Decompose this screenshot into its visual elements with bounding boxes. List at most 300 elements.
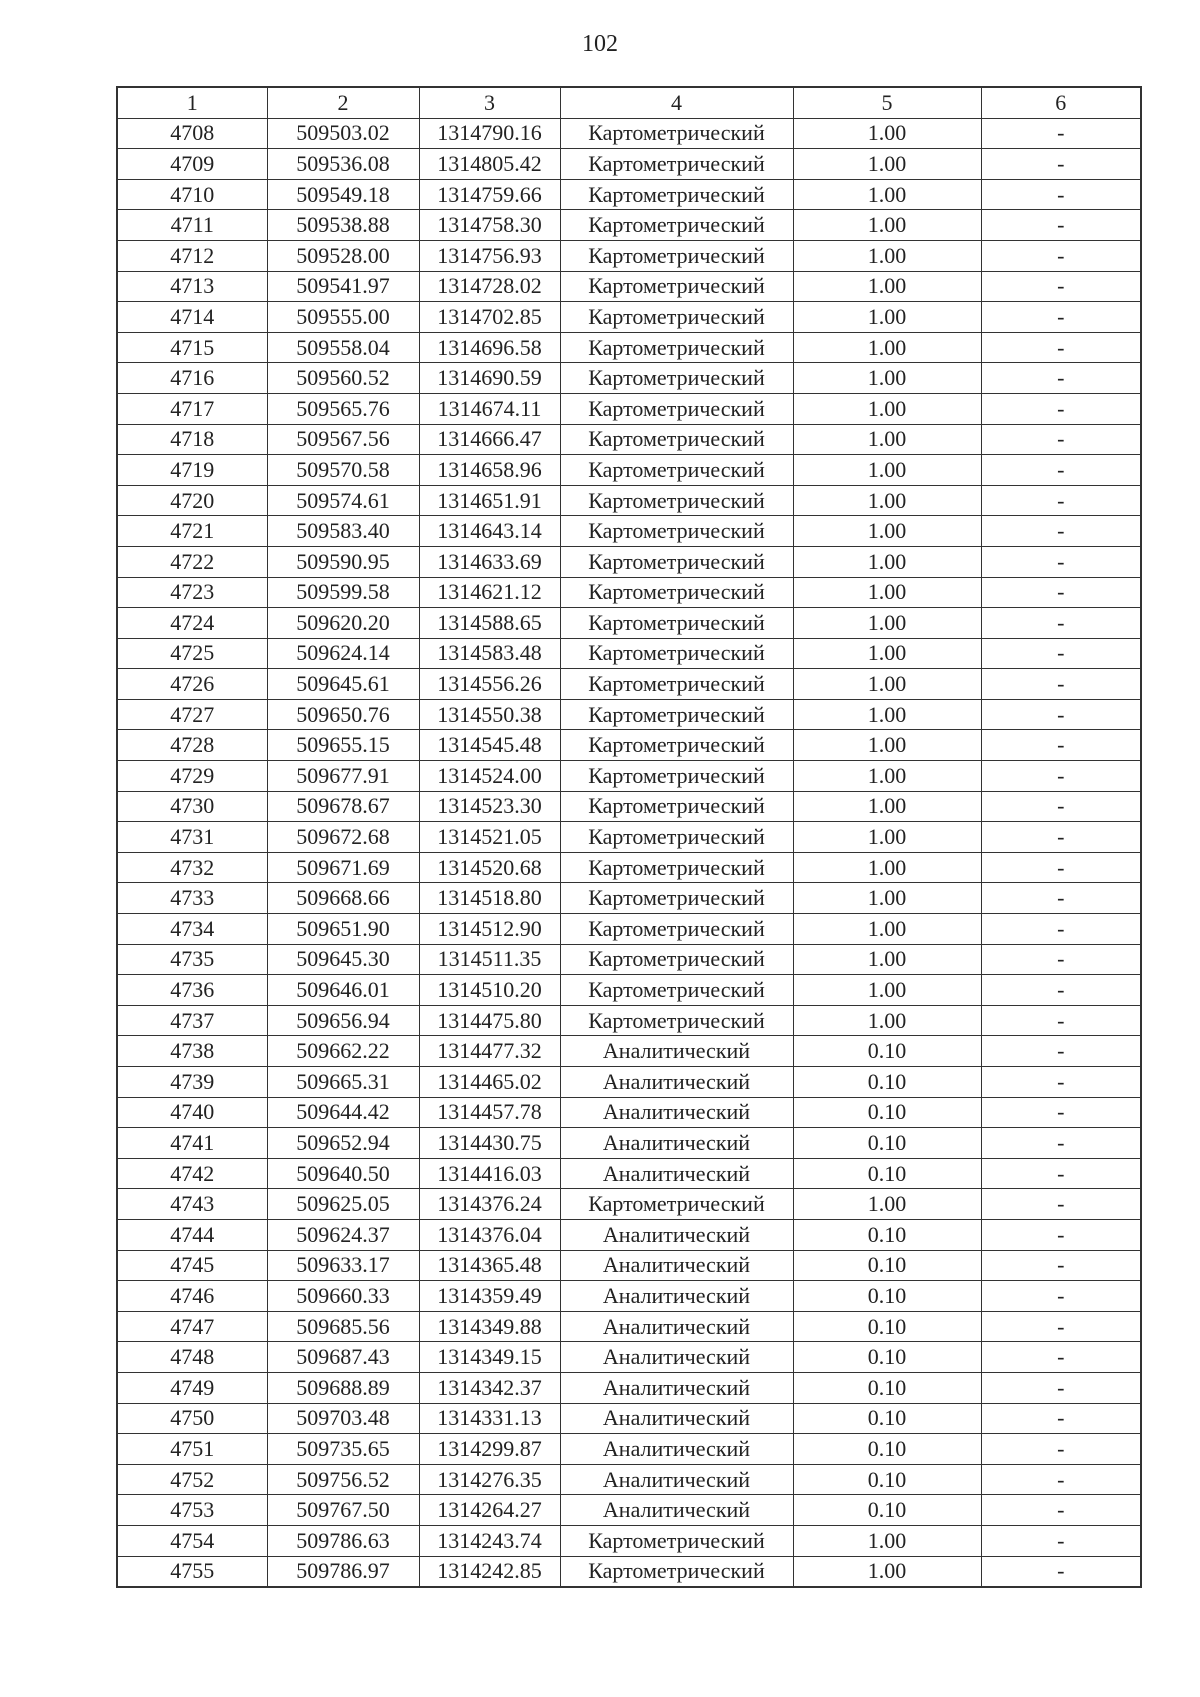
table-row bbox=[117, 179, 1141, 210]
method-cell: Аналитический bbox=[560, 1250, 793, 1281]
method-cell: Картометрический bbox=[560, 302, 793, 333]
y-coordinate-cell: 1314759.66 bbox=[419, 179, 560, 210]
x-coordinate-cell: 509660.33 bbox=[267, 1281, 419, 1312]
y-coordinate-cell: 1314457.78 bbox=[419, 1097, 560, 1128]
y-coordinate-cell: 1314477.32 bbox=[419, 1036, 560, 1067]
point-number-cell: 4715 bbox=[117, 332, 267, 363]
method-cell: Аналитический bbox=[560, 1097, 793, 1128]
point-number-cell: 4725 bbox=[117, 638, 267, 669]
note-cell: - bbox=[981, 975, 1141, 1006]
table-row bbox=[117, 271, 1141, 302]
note-cell: - bbox=[981, 1097, 1141, 1128]
x-coordinate-cell: 509536.08 bbox=[267, 149, 419, 180]
note-cell: - bbox=[981, 271, 1141, 302]
y-coordinate-cell: 1314524.00 bbox=[419, 761, 560, 792]
table-row bbox=[117, 822, 1141, 853]
x-coordinate-cell: 509678.67 bbox=[267, 791, 419, 822]
point-number-cell: 4731 bbox=[117, 822, 267, 853]
note-cell: - bbox=[981, 669, 1141, 700]
point-number-cell: 4748 bbox=[117, 1342, 267, 1373]
y-coordinate-cell: 1314756.93 bbox=[419, 240, 560, 271]
x-coordinate-cell: 509672.68 bbox=[267, 822, 419, 853]
accuracy-cell: 1.00 bbox=[793, 546, 981, 577]
table-row bbox=[117, 1556, 1141, 1587]
point-number-cell: 4709 bbox=[117, 149, 267, 180]
point-number-cell: 4733 bbox=[117, 883, 267, 914]
method-cell: Картометрический bbox=[560, 791, 793, 822]
accuracy-cell: 1.00 bbox=[793, 118, 981, 149]
x-coordinate-cell: 509650.76 bbox=[267, 699, 419, 730]
accuracy-cell: 0.10 bbox=[793, 1342, 981, 1373]
x-coordinate-cell: 509786.63 bbox=[267, 1525, 419, 1556]
table-row bbox=[117, 1311, 1141, 1342]
note-cell: - bbox=[981, 1158, 1141, 1189]
point-number-cell: 4732 bbox=[117, 852, 267, 883]
note-cell: - bbox=[981, 1219, 1141, 1250]
note-cell: - bbox=[981, 1434, 1141, 1465]
method-cell: Картометрический bbox=[560, 975, 793, 1006]
column-header: 3 bbox=[419, 87, 560, 118]
x-coordinate-cell: 509528.00 bbox=[267, 240, 419, 271]
table-row bbox=[117, 1219, 1141, 1250]
accuracy-cell: 1.00 bbox=[793, 271, 981, 302]
note-cell: - bbox=[981, 638, 1141, 669]
method-cell: Аналитический bbox=[560, 1036, 793, 1067]
accuracy-cell: 1.00 bbox=[793, 455, 981, 486]
point-number-cell: 4729 bbox=[117, 761, 267, 792]
method-cell: Картометрический bbox=[560, 393, 793, 424]
method-cell: Аналитический bbox=[560, 1372, 793, 1403]
accuracy-cell: 0.10 bbox=[793, 1311, 981, 1342]
method-cell: Аналитический bbox=[560, 1128, 793, 1159]
method-cell: Картометрический bbox=[560, 822, 793, 853]
x-coordinate-cell: 509668.66 bbox=[267, 883, 419, 914]
point-number-cell: 4751 bbox=[117, 1434, 267, 1465]
table-row bbox=[117, 944, 1141, 975]
y-coordinate-cell: 1314349.15 bbox=[419, 1342, 560, 1373]
table-row bbox=[117, 516, 1141, 547]
page-number: 102 bbox=[582, 31, 618, 57]
method-cell: Картометрический bbox=[560, 1525, 793, 1556]
note-cell: - bbox=[981, 1128, 1141, 1159]
column-header: 1 bbox=[117, 87, 267, 118]
note-cell: - bbox=[981, 1464, 1141, 1495]
table-row bbox=[117, 149, 1141, 180]
column-header: 6 bbox=[981, 87, 1141, 118]
accuracy-cell: 1.00 bbox=[793, 424, 981, 455]
point-number-cell: 4719 bbox=[117, 455, 267, 486]
note-cell: - bbox=[981, 516, 1141, 547]
point-number-cell: 4737 bbox=[117, 1005, 267, 1036]
method-cell: Картометрический bbox=[560, 1556, 793, 1587]
point-number-cell: 4710 bbox=[117, 179, 267, 210]
accuracy-cell: 1.00 bbox=[793, 332, 981, 363]
point-number-cell: 4728 bbox=[117, 730, 267, 761]
method-cell: Картометрический bbox=[560, 1005, 793, 1036]
x-coordinate-cell: 509560.52 bbox=[267, 363, 419, 394]
method-cell: Аналитический bbox=[560, 1495, 793, 1526]
table-row bbox=[117, 1036, 1141, 1067]
accuracy-cell: 1.00 bbox=[793, 761, 981, 792]
table-row bbox=[117, 1005, 1141, 1036]
point-number-cell: 4724 bbox=[117, 608, 267, 639]
y-coordinate-cell: 1314276.35 bbox=[419, 1464, 560, 1495]
y-coordinate-cell: 1314633.69 bbox=[419, 546, 560, 577]
x-coordinate-cell: 509538.88 bbox=[267, 210, 419, 241]
point-number-cell: 4753 bbox=[117, 1495, 267, 1526]
note-cell: - bbox=[981, 761, 1141, 792]
y-coordinate-cell: 1314651.91 bbox=[419, 485, 560, 516]
method-cell: Картометрический bbox=[560, 485, 793, 516]
table-row bbox=[117, 393, 1141, 424]
method-cell: Аналитический bbox=[560, 1219, 793, 1250]
accuracy-cell: 0.10 bbox=[793, 1464, 981, 1495]
x-coordinate-cell: 509651.90 bbox=[267, 914, 419, 945]
accuracy-cell: 1.00 bbox=[793, 730, 981, 761]
note-cell: - bbox=[981, 1403, 1141, 1434]
point-number-cell: 4743 bbox=[117, 1189, 267, 1220]
accuracy-cell: 1.00 bbox=[793, 669, 981, 700]
x-coordinate-cell: 509565.76 bbox=[267, 393, 419, 424]
table-row bbox=[117, 577, 1141, 608]
y-coordinate-cell: 1314376.24 bbox=[419, 1189, 560, 1220]
note-cell: - bbox=[981, 1189, 1141, 1220]
table-row bbox=[117, 1281, 1141, 1312]
method-cell: Картометрический bbox=[560, 730, 793, 761]
table-row bbox=[117, 1403, 1141, 1434]
table-row bbox=[117, 699, 1141, 730]
note-cell: - bbox=[981, 393, 1141, 424]
note-cell: - bbox=[981, 210, 1141, 241]
point-number-cell: 4720 bbox=[117, 485, 267, 516]
x-coordinate-cell: 509665.31 bbox=[267, 1067, 419, 1098]
note-cell: - bbox=[981, 179, 1141, 210]
method-cell: Картометрический bbox=[560, 118, 793, 149]
note-cell: - bbox=[981, 1005, 1141, 1036]
x-coordinate-cell: 509625.05 bbox=[267, 1189, 419, 1220]
x-coordinate-cell: 509590.95 bbox=[267, 546, 419, 577]
accuracy-cell: 0.10 bbox=[793, 1097, 981, 1128]
method-cell: Картометрический bbox=[560, 577, 793, 608]
note-cell: - bbox=[981, 699, 1141, 730]
point-number-cell: 4727 bbox=[117, 699, 267, 730]
x-coordinate-cell: 509703.48 bbox=[267, 1403, 419, 1434]
note-cell: - bbox=[981, 852, 1141, 883]
point-number-cell: 4749 bbox=[117, 1372, 267, 1403]
accuracy-cell: 1.00 bbox=[793, 302, 981, 333]
note-cell: - bbox=[981, 149, 1141, 180]
x-coordinate-cell: 509570.58 bbox=[267, 455, 419, 486]
point-number-cell: 4711 bbox=[117, 210, 267, 241]
x-coordinate-cell: 509687.43 bbox=[267, 1342, 419, 1373]
point-number-cell: 4734 bbox=[117, 914, 267, 945]
x-coordinate-cell: 509662.22 bbox=[267, 1036, 419, 1067]
x-coordinate-cell: 509633.17 bbox=[267, 1250, 419, 1281]
x-coordinate-cell: 509645.30 bbox=[267, 944, 419, 975]
note-cell: - bbox=[981, 822, 1141, 853]
note-cell: - bbox=[981, 1311, 1141, 1342]
y-coordinate-cell: 1314518.80 bbox=[419, 883, 560, 914]
y-coordinate-cell: 1314331.13 bbox=[419, 1403, 560, 1434]
x-coordinate-cell: 509735.65 bbox=[267, 1434, 419, 1465]
table-row bbox=[117, 1128, 1141, 1159]
point-number-cell: 4742 bbox=[117, 1158, 267, 1189]
method-cell: Картометрический bbox=[560, 179, 793, 210]
method-cell: Картометрический bbox=[560, 240, 793, 271]
point-number-cell: 4747 bbox=[117, 1311, 267, 1342]
method-cell: Картометрический bbox=[560, 852, 793, 883]
y-coordinate-cell: 1314702.85 bbox=[419, 302, 560, 333]
table-row bbox=[117, 761, 1141, 792]
table-row bbox=[117, 363, 1141, 394]
point-number-cell: 4708 bbox=[117, 118, 267, 149]
y-coordinate-cell: 1314416.03 bbox=[419, 1158, 560, 1189]
y-coordinate-cell: 1314550.38 bbox=[419, 699, 560, 730]
x-coordinate-cell: 509549.18 bbox=[267, 179, 419, 210]
note-cell: - bbox=[981, 118, 1141, 149]
x-coordinate-cell: 509767.50 bbox=[267, 1495, 419, 1526]
note-cell: - bbox=[981, 240, 1141, 271]
y-coordinate-cell: 1314696.58 bbox=[419, 332, 560, 363]
y-coordinate-cell: 1314510.20 bbox=[419, 975, 560, 1006]
y-coordinate-cell: 1314556.26 bbox=[419, 669, 560, 700]
accuracy-cell: 1.00 bbox=[793, 791, 981, 822]
table-row bbox=[117, 669, 1141, 700]
method-cell: Картометрический bbox=[560, 761, 793, 792]
x-coordinate-cell: 509645.61 bbox=[267, 669, 419, 700]
column-header: 4 bbox=[560, 87, 793, 118]
table-row bbox=[117, 332, 1141, 363]
method-cell: Картометрический bbox=[560, 149, 793, 180]
table-row bbox=[117, 975, 1141, 1006]
method-cell: Картометрический bbox=[560, 271, 793, 302]
y-coordinate-cell: 1314511.35 bbox=[419, 944, 560, 975]
y-coordinate-cell: 1314243.74 bbox=[419, 1525, 560, 1556]
y-coordinate-cell: 1314359.49 bbox=[419, 1281, 560, 1312]
point-number-cell: 4726 bbox=[117, 669, 267, 700]
table-row bbox=[117, 1097, 1141, 1128]
note-cell: - bbox=[981, 914, 1141, 945]
table-row bbox=[117, 1464, 1141, 1495]
note-cell: - bbox=[981, 883, 1141, 914]
point-number-cell: 4721 bbox=[117, 516, 267, 547]
point-number-cell: 4750 bbox=[117, 1403, 267, 1434]
note-cell: - bbox=[981, 608, 1141, 639]
method-cell: Картометрический bbox=[560, 914, 793, 945]
x-coordinate-cell: 509644.42 bbox=[267, 1097, 419, 1128]
accuracy-cell: 1.00 bbox=[793, 363, 981, 394]
point-number-cell: 4730 bbox=[117, 791, 267, 822]
accuracy-cell: 0.10 bbox=[793, 1495, 981, 1526]
point-number-cell: 4736 bbox=[117, 975, 267, 1006]
x-coordinate-cell: 509541.97 bbox=[267, 271, 419, 302]
note-cell: - bbox=[981, 302, 1141, 333]
accuracy-cell: 1.00 bbox=[793, 608, 981, 639]
point-number-cell: 4746 bbox=[117, 1281, 267, 1312]
table-row bbox=[117, 852, 1141, 883]
accuracy-cell: 1.00 bbox=[793, 638, 981, 669]
point-number-cell: 4754 bbox=[117, 1525, 267, 1556]
y-coordinate-cell: 1314475.80 bbox=[419, 1005, 560, 1036]
y-coordinate-cell: 1314621.12 bbox=[419, 577, 560, 608]
accuracy-cell: 1.00 bbox=[793, 944, 981, 975]
note-cell: - bbox=[981, 455, 1141, 486]
table-row bbox=[117, 1342, 1141, 1373]
method-cell: Картометрический bbox=[560, 669, 793, 700]
accuracy-cell: 1.00 bbox=[793, 210, 981, 241]
note-cell: - bbox=[981, 577, 1141, 608]
point-number-cell: 4718 bbox=[117, 424, 267, 455]
column-header: 2 bbox=[267, 87, 419, 118]
x-coordinate-cell: 509671.69 bbox=[267, 852, 419, 883]
accuracy-cell: 1.00 bbox=[793, 179, 981, 210]
x-coordinate-cell: 509688.89 bbox=[267, 1372, 419, 1403]
table-body bbox=[117, 118, 1141, 1587]
point-number-cell: 4744 bbox=[117, 1219, 267, 1250]
x-coordinate-cell: 509583.40 bbox=[267, 516, 419, 547]
accuracy-cell: 1.00 bbox=[793, 883, 981, 914]
x-coordinate-cell: 509646.01 bbox=[267, 975, 419, 1006]
table-row bbox=[117, 1495, 1141, 1526]
x-coordinate-cell: 509656.94 bbox=[267, 1005, 419, 1036]
y-coordinate-cell: 1314365.48 bbox=[419, 1250, 560, 1281]
table-row bbox=[117, 1434, 1141, 1465]
table-row bbox=[117, 730, 1141, 761]
note-cell: - bbox=[981, 1556, 1141, 1587]
table-row bbox=[117, 608, 1141, 639]
table-row bbox=[117, 424, 1141, 455]
accuracy-cell: 1.00 bbox=[793, 822, 981, 853]
y-coordinate-cell: 1314583.48 bbox=[419, 638, 560, 669]
accuracy-cell: 0.10 bbox=[793, 1372, 981, 1403]
y-coordinate-cell: 1314376.04 bbox=[419, 1219, 560, 1250]
method-cell: Картометрический bbox=[560, 638, 793, 669]
method-cell: Картометрический bbox=[560, 546, 793, 577]
method-cell: Картометрический bbox=[560, 424, 793, 455]
accuracy-cell: 0.10 bbox=[793, 1281, 981, 1312]
x-coordinate-cell: 509652.94 bbox=[267, 1128, 419, 1159]
accuracy-cell: 0.10 bbox=[793, 1158, 981, 1189]
method-cell: Картометрический bbox=[560, 883, 793, 914]
y-coordinate-cell: 1314728.02 bbox=[419, 271, 560, 302]
accuracy-cell: 1.00 bbox=[793, 149, 981, 180]
table-row bbox=[117, 118, 1141, 149]
accuracy-cell: 1.00 bbox=[793, 1556, 981, 1587]
accuracy-cell: 0.10 bbox=[793, 1128, 981, 1159]
x-coordinate-cell: 509503.02 bbox=[267, 118, 419, 149]
y-coordinate-cell: 1314666.47 bbox=[419, 424, 560, 455]
table-row bbox=[117, 883, 1141, 914]
point-number-cell: 4745 bbox=[117, 1250, 267, 1281]
method-cell: Аналитический bbox=[560, 1067, 793, 1098]
method-cell: Картометрический bbox=[560, 1189, 793, 1220]
table-row bbox=[117, 1158, 1141, 1189]
method-cell: Картометрический bbox=[560, 516, 793, 547]
note-cell: - bbox=[981, 730, 1141, 761]
accuracy-cell: 0.10 bbox=[793, 1067, 981, 1098]
note-cell: - bbox=[981, 1495, 1141, 1526]
y-coordinate-cell: 1314430.75 bbox=[419, 1128, 560, 1159]
x-coordinate-cell: 509620.20 bbox=[267, 608, 419, 639]
point-number-cell: 4716 bbox=[117, 363, 267, 394]
table-row bbox=[117, 455, 1141, 486]
point-number-cell: 4755 bbox=[117, 1556, 267, 1587]
y-coordinate-cell: 1314299.87 bbox=[419, 1434, 560, 1465]
point-number-cell: 4713 bbox=[117, 271, 267, 302]
coordinates-table bbox=[116, 86, 1142, 1588]
y-coordinate-cell: 1314658.96 bbox=[419, 455, 560, 486]
note-cell: - bbox=[981, 1372, 1141, 1403]
method-cell: Аналитический bbox=[560, 1311, 793, 1342]
y-coordinate-cell: 1314805.42 bbox=[419, 149, 560, 180]
accuracy-cell: 1.00 bbox=[793, 852, 981, 883]
table-row bbox=[117, 1067, 1141, 1098]
point-number-cell: 4738 bbox=[117, 1036, 267, 1067]
table-row bbox=[117, 1189, 1141, 1220]
table-header-row bbox=[117, 87, 1141, 118]
x-coordinate-cell: 509685.56 bbox=[267, 1311, 419, 1342]
y-coordinate-cell: 1314521.05 bbox=[419, 822, 560, 853]
table-row bbox=[117, 1525, 1141, 1556]
accuracy-cell: 1.00 bbox=[793, 1525, 981, 1556]
note-cell: - bbox=[981, 1342, 1141, 1373]
accuracy-cell: 0.10 bbox=[793, 1036, 981, 1067]
point-number-cell: 4739 bbox=[117, 1067, 267, 1098]
note-cell: - bbox=[981, 485, 1141, 516]
x-coordinate-cell: 509555.00 bbox=[267, 302, 419, 333]
table-row bbox=[117, 485, 1141, 516]
x-coordinate-cell: 509599.58 bbox=[267, 577, 419, 608]
table-row bbox=[117, 546, 1141, 577]
y-coordinate-cell: 1314342.37 bbox=[419, 1372, 560, 1403]
note-cell: - bbox=[981, 791, 1141, 822]
y-coordinate-cell: 1314465.02 bbox=[419, 1067, 560, 1098]
method-cell: Картометрический bbox=[560, 944, 793, 975]
point-number-cell: 4735 bbox=[117, 944, 267, 975]
note-cell: - bbox=[981, 1250, 1141, 1281]
x-coordinate-cell: 509640.50 bbox=[267, 1158, 419, 1189]
y-coordinate-cell: 1314242.85 bbox=[419, 1556, 560, 1587]
y-coordinate-cell: 1314674.11 bbox=[419, 393, 560, 424]
accuracy-cell: 1.00 bbox=[793, 914, 981, 945]
point-number-cell: 4722 bbox=[117, 546, 267, 577]
accuracy-cell: 1.00 bbox=[793, 485, 981, 516]
y-coordinate-cell: 1314588.65 bbox=[419, 608, 560, 639]
note-cell: - bbox=[981, 1525, 1141, 1556]
x-coordinate-cell: 509558.04 bbox=[267, 332, 419, 363]
y-coordinate-cell: 1314520.68 bbox=[419, 852, 560, 883]
x-coordinate-cell: 509677.91 bbox=[267, 761, 419, 792]
accuracy-cell: 1.00 bbox=[793, 1189, 981, 1220]
method-cell: Картометрический bbox=[560, 699, 793, 730]
point-number-cell: 4712 bbox=[117, 240, 267, 271]
accuracy-cell: 0.10 bbox=[793, 1250, 981, 1281]
note-cell: - bbox=[981, 363, 1141, 394]
note-cell: - bbox=[981, 424, 1141, 455]
method-cell: Картометрический bbox=[560, 608, 793, 639]
accuracy-cell: 1.00 bbox=[793, 516, 981, 547]
table-row bbox=[117, 791, 1141, 822]
note-cell: - bbox=[981, 944, 1141, 975]
accuracy-cell: 1.00 bbox=[793, 393, 981, 424]
column-header: 5 bbox=[793, 87, 981, 118]
accuracy-cell: 1.00 bbox=[793, 1005, 981, 1036]
y-coordinate-cell: 1314264.27 bbox=[419, 1495, 560, 1526]
x-coordinate-cell: 509756.52 bbox=[267, 1464, 419, 1495]
x-coordinate-cell: 509624.37 bbox=[267, 1219, 419, 1250]
y-coordinate-cell: 1314512.90 bbox=[419, 914, 560, 945]
table-row bbox=[117, 638, 1141, 669]
